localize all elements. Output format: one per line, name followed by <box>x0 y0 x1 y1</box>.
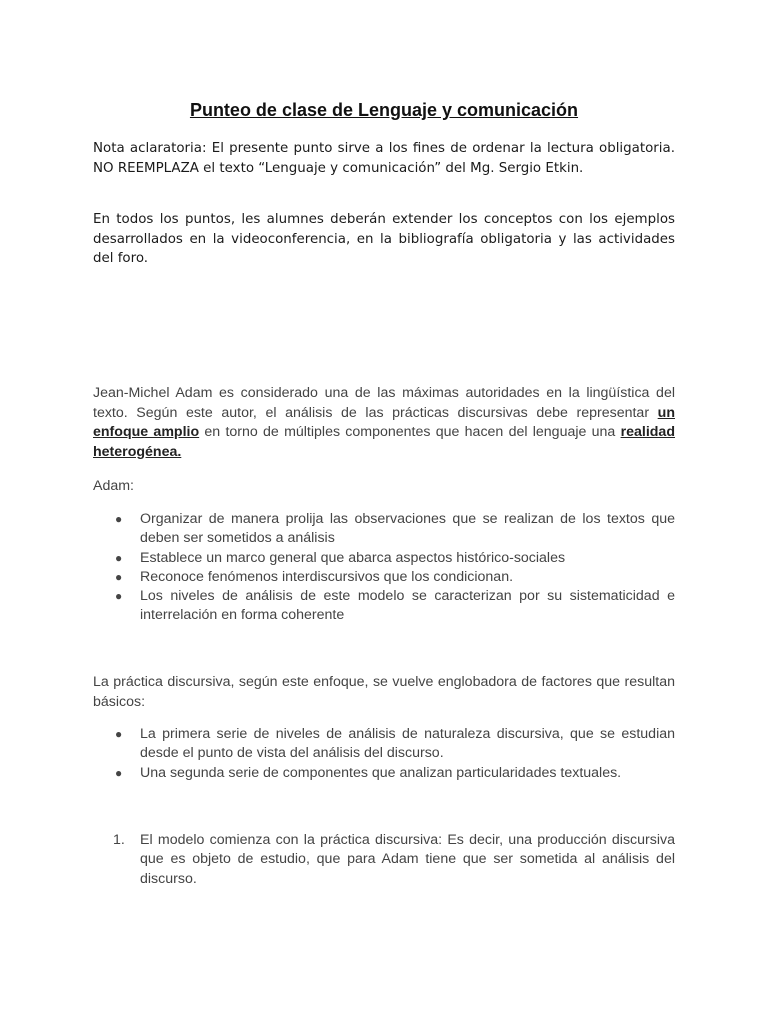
list-item <box>93 725 675 764</box>
list-item <box>93 549 675 568</box>
list-item-text: Establece un marco general que abarca aspectos histórico-sociales <box>140 549 566 566</box>
bullet-icon: ● <box>115 589 123 604</box>
practica-bullet-list <box>93 725 675 783</box>
adam-bullet-list <box>93 510 675 626</box>
bullet-icon: ● <box>115 512 123 526</box>
adam-paragraph-part1: Jean-Michel Adam es considerado una de las máximas autoridades en la lingüística del texto. Según este autor, el análisis de las prácticas discursivas debe representar <box>93 385 675 421</box>
note-clarification: Nota aclaratoria: El presente punto sirve a los fines de ordenar la lectura obligatoria. NO REEMPLAZA el texto “Lenguaje y comunicación” del Mg. Sergio Etkin. <box>93 141 675 176</box>
bullet-icon: ● <box>115 727 123 741</box>
page-title: Punteo de clase de Lenguaje y comunicación <box>189 100 579 120</box>
list-item-text: El modelo comienza con la práctica discursiva: Es decir, una producción discursiva que es objeto de estudio, que para Adam tiene que ser sometida al análisis del discurso. <box>140 832 675 887</box>
list-item <box>93 764 675 783</box>
emphasis-enfoque-amplio: un enfoque amplio <box>93 404 675 440</box>
list-item-text: Una segunda serie de componentes que analizan particularidades textuales. <box>140 764 622 781</box>
list-item-text: La primera serie de niveles de análisis de naturaleza discursiva, que se estudian desde el punto de vista del análisis del discurso. <box>140 726 675 762</box>
adam-paragraph <box>93 384 675 462</box>
note-instructions: En todos los puntos, les alumnes deberán extender los conceptos con los ejemplos desarrollados en la videoconferencia, en la bibliografía obligatoria y las actividades del foro. <box>93 212 675 266</box>
adam-label: Adam: <box>93 478 135 494</box>
emphasis-realidad-heterogenea: realidad heterogénea. <box>93 424 675 460</box>
list-item-text: Los niveles de análisis de este modelo se caracterizan por su sistematicidad e interrelación en forma coherente <box>140 588 675 624</box>
list-number: 1. <box>113 832 125 848</box>
bullet-icon: ● <box>115 765 123 780</box>
list-item <box>93 587 675 626</box>
bullet-icon: ● <box>115 550 123 565</box>
practica-paragraph: La práctica discursiva, según este enfoque, se vuelve englobadora de factores que resultan básicos: <box>93 674 675 710</box>
list-item <box>93 568 675 587</box>
adam-paragraph-part2: en torno de múltiples componentes que hacen del lenguaje una <box>199 424 621 440</box>
list-item-text: Organizar de manera prolija las observaciones que se realizan de los textos que deben ser sometidos a análisis <box>140 511 675 547</box>
list-item-text: Reconoce fenómenos interdiscursivos que los condicionan. <box>140 568 514 585</box>
list-item <box>93 510 675 549</box>
list-item <box>93 831 675 889</box>
numbered-list <box>93 831 675 889</box>
bullet-icon: ● <box>115 569 123 584</box>
